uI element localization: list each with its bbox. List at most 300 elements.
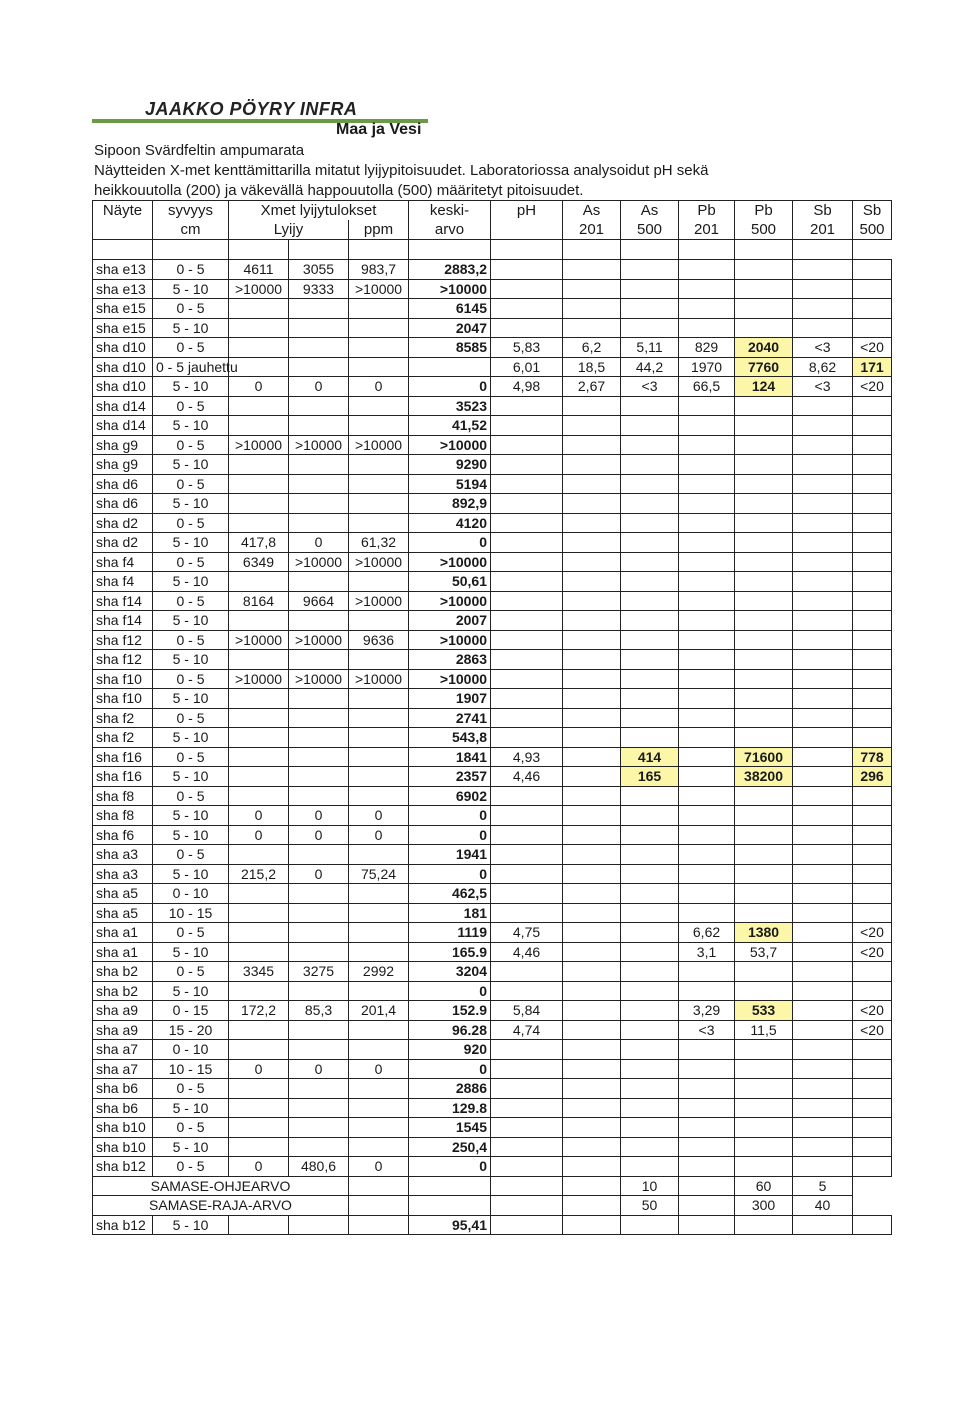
depth: 5 - 10 <box>153 942 229 962</box>
value-as201 <box>563 962 621 982</box>
value-as201 <box>563 1040 621 1060</box>
value-pb201 <box>679 1059 735 1079</box>
value-pb201 <box>679 513 735 533</box>
value-pb500 <box>735 786 793 806</box>
depth: 0 - 5 <box>153 552 229 572</box>
value-sb500 <box>853 416 892 436</box>
value-as500 <box>621 279 679 299</box>
value-ph <box>491 962 563 982</box>
sample-id: sha f16 <box>93 767 153 787</box>
value-as201 <box>563 728 621 748</box>
col-as-500: As <box>621 201 679 221</box>
header-row-1 <box>93 201 892 221</box>
empty-cell <box>349 1196 409 1216</box>
table-row <box>93 981 892 1001</box>
value-as500 <box>621 864 679 884</box>
table-row <box>93 689 892 709</box>
value-pb500 <box>735 669 793 689</box>
value-ph <box>491 533 563 553</box>
table-row <box>93 825 892 845</box>
table-row <box>93 533 892 553</box>
value-as201 <box>563 1059 621 1079</box>
value-pb500 <box>735 708 793 728</box>
value-as500 <box>621 396 679 416</box>
sb-201-code: 201 <box>793 220 853 240</box>
value-sb201 <box>793 1059 853 1079</box>
value-as201 <box>563 1001 621 1021</box>
table-row <box>93 1020 892 1040</box>
depth: 5 - 10 <box>153 650 229 670</box>
value-as500 <box>621 260 679 280</box>
empty-cell <box>409 1196 491 1216</box>
value-pb500 <box>735 1079 793 1099</box>
depth: 5 - 10 <box>153 825 229 845</box>
sample-id: sha f12 <box>93 650 153 670</box>
average: 41,52 <box>409 416 491 436</box>
average: 1941 <box>409 845 491 865</box>
average: 3204 <box>409 962 491 982</box>
xmet-1 <box>229 786 289 806</box>
xmet-3: 75,24 <box>349 864 409 884</box>
sample-id: sha a9 <box>93 1001 153 1021</box>
xmet-3 <box>349 650 409 670</box>
average: 1907 <box>409 689 491 709</box>
value-pb201 <box>679 884 735 904</box>
xmet-2 <box>289 357 349 377</box>
value-pb201 <box>679 786 735 806</box>
company-logo: JAAKKO PÖYRY INFRA <box>145 99 358 119</box>
average: 543,8 <box>409 728 491 748</box>
xmet-1: >10000 <box>229 435 289 455</box>
value-pb500: 1380 <box>735 923 793 943</box>
xmet-3 <box>349 747 409 767</box>
value-pb500 <box>735 1118 793 1138</box>
value-pb500 <box>735 474 793 494</box>
value-sb500 <box>853 845 892 865</box>
xmet-1 <box>229 572 289 592</box>
table-row <box>93 318 892 338</box>
xmet-2: 3055 <box>289 260 349 280</box>
xmet-1 <box>229 1137 289 1157</box>
xmet-2 <box>289 923 349 943</box>
value-as201 <box>563 942 621 962</box>
sample-id: sha d10 <box>93 377 153 397</box>
value-as201 <box>563 630 621 650</box>
table-row <box>93 669 892 689</box>
table-row <box>93 591 892 611</box>
depth: 5 - 10 <box>153 1215 229 1235</box>
average: 0 <box>409 1157 491 1177</box>
unit-arvo: arvo <box>409 220 491 240</box>
value-as201: 6,2 <box>563 338 621 358</box>
pb-500-code: 500 <box>735 220 793 240</box>
value-as201 <box>563 845 621 865</box>
value-sb201 <box>793 728 853 748</box>
table-row <box>93 1001 892 1021</box>
value-pb500 <box>735 494 793 514</box>
xmet-2: 3275 <box>289 962 349 982</box>
xmet-3 <box>349 1118 409 1138</box>
xmet-1: 0 <box>229 1059 289 1079</box>
depth: 0 - 5 <box>153 923 229 943</box>
table-row <box>93 435 892 455</box>
average: 1545 <box>409 1118 491 1138</box>
site-name: Sipoon Svärdfeltin ampumarata <box>94 142 305 159</box>
xmet-3 <box>349 1098 409 1118</box>
xmet-3 <box>349 1079 409 1099</box>
value-sb201 <box>793 533 853 553</box>
xmet-1 <box>229 767 289 787</box>
value-sb201 <box>793 1079 853 1099</box>
value-sb201 <box>793 708 853 728</box>
value-sb500 <box>853 279 892 299</box>
value-pb500 <box>735 864 793 884</box>
depth: 0 - 5 <box>153 1118 229 1138</box>
empty-cell <box>491 1196 563 1216</box>
average: 2886 <box>409 1079 491 1099</box>
sample-id: sha f6 <box>93 825 153 845</box>
value-pb201 <box>679 1079 735 1099</box>
ref-pb201: 10 <box>621 1176 679 1196</box>
value-sb500 <box>853 884 892 904</box>
depth: 5 - 10 <box>153 728 229 748</box>
value-pb500: 71600 <box>735 747 793 767</box>
table-row <box>93 650 892 670</box>
table-row <box>93 279 892 299</box>
xmet-3 <box>349 416 409 436</box>
value-as500 <box>621 825 679 845</box>
xmet-2 <box>289 1040 349 1060</box>
value-pb201 <box>679 669 735 689</box>
sample-id: sha b10 <box>93 1118 153 1138</box>
value-ph <box>491 318 563 338</box>
col-sample: Näyte <box>93 201 153 221</box>
unit-lyijy: Lyijy <box>229 220 349 240</box>
value-pb500: 533 <box>735 1001 793 1021</box>
value-as201 <box>563 533 621 553</box>
ref-sb500: 40 <box>793 1196 853 1216</box>
table-row <box>93 923 892 943</box>
xmet-1: 0 <box>229 1157 289 1177</box>
value-pb201 <box>679 708 735 728</box>
value-ph: 5,84 <box>491 1001 563 1021</box>
sb-500-code: 500 <box>853 220 892 240</box>
value-as201 <box>563 494 621 514</box>
xmet-1 <box>229 1020 289 1040</box>
value-sb201 <box>793 1098 853 1118</box>
value-ph <box>491 1157 563 1177</box>
average: >10000 <box>409 552 491 572</box>
value-sb500 <box>853 260 892 280</box>
value-as201 <box>563 981 621 1001</box>
value-pb500 <box>735 318 793 338</box>
sample-id: sha d14 <box>93 416 153 436</box>
value-sb201 <box>793 767 853 787</box>
value-pb201 <box>679 318 735 338</box>
xmet-2: 0 <box>289 864 349 884</box>
value-pb500 <box>735 1059 793 1079</box>
xmet-2 <box>289 416 349 436</box>
value-as500 <box>621 806 679 826</box>
value-pb500 <box>735 825 793 845</box>
col-pb-500: Pb <box>735 201 793 221</box>
value-sb201 <box>793 825 853 845</box>
value-pb201 <box>679 533 735 553</box>
xmet-1 <box>229 1098 289 1118</box>
xmet-1: 0 <box>229 825 289 845</box>
reference-label: SAMASE-RAJA-ARVO <box>93 1196 349 1216</box>
xmet-2 <box>289 1098 349 1118</box>
xmet-3 <box>349 299 409 319</box>
value-ph <box>491 845 563 865</box>
value-as500 <box>621 552 679 572</box>
value-pb201 <box>679 279 735 299</box>
table-row <box>93 630 892 650</box>
sample-id: sha d2 <box>93 513 153 533</box>
xmet-2: 9333 <box>289 279 349 299</box>
table-row <box>93 572 892 592</box>
depth: 0 - 5 <box>153 845 229 865</box>
value-sb500 <box>853 903 892 923</box>
xmet-1 <box>229 747 289 767</box>
depth: 0 - 5 <box>153 591 229 611</box>
xmet-2: 0 <box>289 1059 349 1079</box>
value-pb500 <box>735 591 793 611</box>
xmet-2 <box>289 299 349 319</box>
depth: 5 - 10 <box>153 416 229 436</box>
sample-id: sha a5 <box>93 903 153 923</box>
value-sb500 <box>853 611 892 631</box>
value-sb500: <20 <box>853 1020 892 1040</box>
depth: 5 - 10 <box>153 1098 229 1118</box>
value-sb201: 8,62 <box>793 357 853 377</box>
value-ph <box>491 591 563 611</box>
table-row <box>93 513 892 533</box>
sample-id: sha a3 <box>93 864 153 884</box>
value-ph <box>491 689 563 709</box>
sample-id: sha f4 <box>93 572 153 592</box>
xmet-1 <box>229 338 289 358</box>
average: 6902 <box>409 786 491 806</box>
xmet-3 <box>349 981 409 1001</box>
value-sb201 <box>793 884 853 904</box>
value-as201 <box>563 923 621 943</box>
xmet-1 <box>229 513 289 533</box>
xmet-3 <box>349 728 409 748</box>
value-sb201 <box>793 747 853 767</box>
xmet-3 <box>349 494 409 514</box>
xmet-2 <box>289 474 349 494</box>
sample-id: sha d10 <box>93 357 153 377</box>
table-row <box>93 552 892 572</box>
value-as201 <box>563 884 621 904</box>
value-pb201 <box>679 903 735 923</box>
value-as201 <box>563 396 621 416</box>
header-row-2 <box>93 220 892 240</box>
xmet-3 <box>349 942 409 962</box>
value-pb201 <box>679 630 735 650</box>
xmet-1 <box>229 455 289 475</box>
empty-cell <box>735 1215 793 1235</box>
value-as500 <box>621 728 679 748</box>
value-pb201: 829 <box>679 338 735 358</box>
sample-id: sha f16 <box>93 747 153 767</box>
depth: 5 - 10 <box>153 806 229 826</box>
xmet-1 <box>229 845 289 865</box>
xmet-1: 417,8 <box>229 533 289 553</box>
xmet-3 <box>349 767 409 787</box>
sample-id: sha b6 <box>93 1079 153 1099</box>
value-pb500 <box>735 981 793 1001</box>
sample-id: sha f2 <box>93 728 153 748</box>
table-row <box>93 377 892 397</box>
depth: 0 - 5 <box>153 1157 229 1177</box>
value-sb500 <box>853 728 892 748</box>
value-ph <box>491 513 563 533</box>
value-sb500 <box>853 1157 892 1177</box>
xmet-1 <box>229 318 289 338</box>
value-pb201 <box>679 396 735 416</box>
xmet-3 <box>349 474 409 494</box>
value-as500: 165 <box>621 767 679 787</box>
depth: 5 - 10 <box>153 1137 229 1157</box>
average: 1841 <box>409 747 491 767</box>
xmet-2 <box>289 338 349 358</box>
col-avg: keski- <box>409 201 491 221</box>
value-sb201 <box>793 630 853 650</box>
value-as500: 5,11 <box>621 338 679 358</box>
value-pb201 <box>679 981 735 1001</box>
average: >10000 <box>409 591 491 611</box>
sample-id: sha f14 <box>93 591 153 611</box>
sample-id: sha b12 <box>93 1215 153 1235</box>
value-as201 <box>563 1118 621 1138</box>
value-sb500 <box>853 533 892 553</box>
xmet-3: 61,32 <box>349 533 409 553</box>
value-pb201 <box>679 572 735 592</box>
value-as201 <box>563 689 621 709</box>
sample-id: sha b2 <box>93 981 153 1001</box>
description-line-2: heikkouutolla (200) ja väkevällä happouutolla (500) määritetyt pitoisuudet. <box>94 182 584 199</box>
depth: 0 - 5 <box>153 513 229 533</box>
depth: 5 - 10 <box>153 455 229 475</box>
xmet-3: 0 <box>349 377 409 397</box>
value-ph: 4,75 <box>491 923 563 943</box>
value-pb201 <box>679 474 735 494</box>
value-as500: 414 <box>621 747 679 767</box>
value-sb201: <3 <box>793 377 853 397</box>
xmet-3 <box>349 884 409 904</box>
average <box>409 357 491 377</box>
sample-id: sha f4 <box>93 552 153 572</box>
value-sb500: <20 <box>853 338 892 358</box>
average: 0 <box>409 377 491 397</box>
value-as201 <box>563 455 621 475</box>
value-sb500 <box>853 1059 892 1079</box>
xmet-2: 9664 <box>289 591 349 611</box>
value-sb201 <box>793 786 853 806</box>
xmet-3 <box>349 923 409 943</box>
unit-ppm: ppm <box>349 220 409 240</box>
value-as201 <box>563 260 621 280</box>
value-sb500 <box>853 591 892 611</box>
depth: 0 - 5 <box>153 396 229 416</box>
xmet-2: >10000 <box>289 669 349 689</box>
value-ph <box>491 903 563 923</box>
xmet-2 <box>289 1137 349 1157</box>
pb-201-code: 201 <box>679 220 735 240</box>
xmet-1 <box>229 981 289 1001</box>
value-as201 <box>563 825 621 845</box>
depth: 5 - 10 <box>153 377 229 397</box>
average: 0 <box>409 806 491 826</box>
sample-id: sha g9 <box>93 435 153 455</box>
value-as500: 44,2 <box>621 357 679 377</box>
value-sb500 <box>853 630 892 650</box>
value-pb201: 3,29 <box>679 1001 735 1021</box>
value-as201 <box>563 806 621 826</box>
value-sb500 <box>853 669 892 689</box>
value-sb201 <box>793 903 853 923</box>
value-sb500 <box>853 689 892 709</box>
average: 2007 <box>409 611 491 631</box>
value-pb201 <box>679 864 735 884</box>
value-sb500: 171 <box>853 357 892 377</box>
average: 0 <box>409 981 491 1001</box>
value-as201 <box>563 416 621 436</box>
xmet-1 <box>229 728 289 748</box>
value-as201 <box>563 435 621 455</box>
sample-id: sha a1 <box>93 942 153 962</box>
depth: 0 - 5 jauhettu <box>153 357 229 377</box>
value-pb201: 6,62 <box>679 923 735 943</box>
average: 50,61 <box>409 572 491 592</box>
average: 9290 <box>409 455 491 475</box>
value-sb500 <box>853 864 892 884</box>
value-as201 <box>563 1020 621 1040</box>
average: 0 <box>409 533 491 553</box>
value-ph <box>491 1137 563 1157</box>
reference-label: SAMASE-OHJEARVO <box>93 1176 349 1196</box>
value-sb201 <box>793 669 853 689</box>
value-sb201 <box>793 1040 853 1060</box>
xmet-2 <box>289 572 349 592</box>
value-ph <box>491 669 563 689</box>
value-sb201 <box>793 864 853 884</box>
value-pb500 <box>735 1137 793 1157</box>
table-row <box>93 357 892 377</box>
value-ph <box>491 455 563 475</box>
value-ph: 5,83 <box>491 338 563 358</box>
depth: 5 - 10 <box>153 689 229 709</box>
value-ph <box>491 728 563 748</box>
table-row <box>93 728 892 748</box>
value-sb500 <box>853 981 892 1001</box>
xmet-3 <box>349 1040 409 1060</box>
sample-id: sha d10 <box>93 338 153 358</box>
value-as201 <box>563 669 621 689</box>
xmet-3: >10000 <box>349 552 409 572</box>
value-ph <box>491 825 563 845</box>
xmet-1: >10000 <box>229 279 289 299</box>
value-sb201 <box>793 396 853 416</box>
value-sb201 <box>793 611 853 631</box>
average: 1119 <box>409 923 491 943</box>
value-as500 <box>621 299 679 319</box>
depth: 0 - 5 <box>153 786 229 806</box>
value-ph: 4,74 <box>491 1020 563 1040</box>
value-sb201 <box>793 572 853 592</box>
